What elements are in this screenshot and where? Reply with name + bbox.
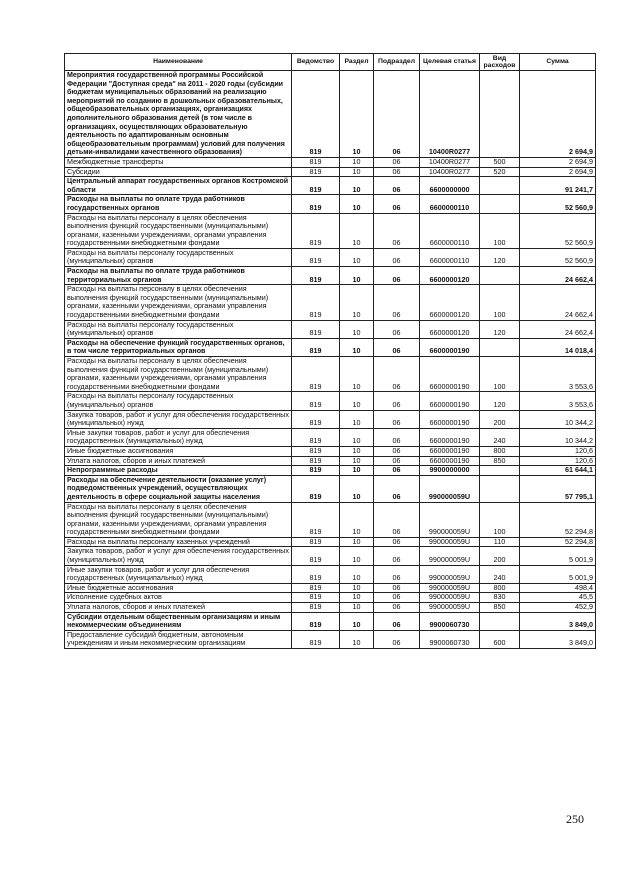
row-department: 819 [292,338,340,356]
row-section: 10 [340,71,374,158]
row-subsection: 06 [374,612,420,630]
row-subsection: 06 [374,446,420,456]
row-department: 819 [292,267,340,285]
row-subsection: 06 [374,167,420,177]
row-expense-type: 240 [480,565,520,583]
row-department: 819 [292,167,340,177]
row-target-article: 990000059U [420,583,480,593]
row-section: 10 [340,466,374,476]
row-name: Расходы на обеспечение деятельности (оказание услуг) подведомственных учреждений, осуществляющих деятельность в сфере социальной защиты населения [65,475,292,502]
row-section: 10 [340,428,374,446]
table-row [65,157,596,167]
row-target-article: 10400R0277 [420,167,480,177]
row-department: 819 [292,248,340,266]
row-department: 819 [292,357,340,392]
row-amount: 120,6 [520,446,596,456]
row-amount: 24 662,4 [520,267,596,285]
row-department: 819 [292,456,340,466]
row-department: 819 [292,466,340,476]
row-section: 10 [340,583,374,593]
row-target-article: 6600000190 [420,446,480,456]
table-row [65,410,596,428]
row-expense-type: 200 [480,547,520,565]
row-department: 819 [292,603,340,613]
row-expense-type [480,466,520,476]
row-target-article: 9900060730 [420,612,480,630]
row-amount: 52 294,8 [520,502,596,537]
row-target-article: 990000059U [420,593,480,603]
row-amount: 2 694,9 [520,71,596,158]
row-name: Расходы на выплаты персоналу государственных (муниципальных) органов [65,320,292,338]
row-target-article: 6600000190 [420,456,480,466]
row-amount: 498,4 [520,583,596,593]
row-subsection: 06 [374,195,420,213]
row-amount: 3 849,0 [520,630,596,648]
row-target-article: 6600000110 [420,248,480,266]
row-name: Расходы на выплаты персоналу в целях обеспечения выполнения функций государственными (муниципальными) органами, казенными учреждениями, органами управления государственными внебюджетными фондами [65,213,292,248]
row-subsection: 06 [374,502,420,537]
table-body [65,71,596,649]
page-number: 250 [566,812,584,826]
row-name: Закупка товаров, работ и услуг для обеспечения государственных (муниципальных) нужд [65,410,292,428]
row-department: 819 [292,410,340,428]
table-row [65,456,596,466]
row-name: Непрограммные расходы [65,466,292,476]
row-expense-type [480,612,520,630]
row-name: Уплата налогов, сборов и иных платежей [65,603,292,613]
table-row [65,502,596,537]
table-row [65,475,596,502]
row-subsection: 06 [374,410,420,428]
row-department: 819 [292,446,340,456]
table-row [65,392,596,410]
row-subsection: 06 [374,456,420,466]
row-section: 10 [340,392,374,410]
row-name: Расходы на выплаты персоналу в целях обеспечения выполнения функций государственными (муниципальными) органами, казенными учреждениями, органами управления государственными внебюджетными фондами [65,285,292,320]
row-amount: 120,6 [520,456,596,466]
row-section: 10 [340,248,374,266]
row-subsection: 06 [374,630,420,648]
table-row [65,547,596,565]
row-section: 10 [340,630,374,648]
row-section: 10 [340,320,374,338]
row-subsection: 06 [374,547,420,565]
row-section: 10 [340,456,374,466]
row-expense-type: 120 [480,392,520,410]
row-expense-type: 100 [480,357,520,392]
row-target-article: 10400R0277 [420,71,480,158]
row-subsection: 06 [374,71,420,158]
row-amount: 3 849,0 [520,612,596,630]
row-section: 10 [340,213,374,248]
row-department: 819 [292,537,340,547]
row-name: Межбюджетные трансферты [65,157,292,167]
row-expense-type: 200 [480,410,520,428]
row-name: Расходы на обеспечение функций государственных органов, в том числе территориальных органов [65,338,292,356]
row-section: 10 [340,502,374,537]
header-expense-type: Вид расходов [480,54,520,71]
table-row [65,213,596,248]
row-target-article: 6600000110 [420,195,480,213]
row-subsection: 06 [374,267,420,285]
row-subsection: 06 [374,603,420,613]
row-target-article: 9900000000 [420,466,480,476]
row-section: 10 [340,167,374,177]
row-target-article: 6600000190 [420,410,480,428]
table-row [65,195,596,213]
row-section: 10 [340,593,374,603]
row-name: Расходы на выплаты персоналу государственных (муниципальных) органов [65,392,292,410]
header-target-article: Целевая статья [420,54,480,71]
row-subsection: 06 [374,466,420,476]
row-expense-type: 520 [480,167,520,177]
row-department: 819 [292,565,340,583]
row-amount: 14 018,4 [520,338,596,356]
row-subsection: 06 [374,537,420,547]
row-target-article: 9900060730 [420,630,480,648]
row-target-article: 6600000120 [420,285,480,320]
table-row [65,320,596,338]
row-amount: 10 344,2 [520,428,596,446]
row-department: 819 [292,71,340,158]
row-department: 819 [292,583,340,593]
row-subsection: 06 [374,338,420,356]
table-row [65,71,596,158]
row-subsection: 06 [374,357,420,392]
row-amount: 24 662,4 [520,320,596,338]
row-department: 819 [292,392,340,410]
row-section: 10 [340,446,374,456]
row-department: 819 [292,502,340,537]
row-section: 10 [340,547,374,565]
table-row [65,583,596,593]
row-expense-type [480,177,520,195]
table-row [65,428,596,446]
row-expense-type [480,338,520,356]
row-name: Расходы на выплаты по оплате труда работников территориальных органов [65,267,292,285]
row-expense-type [480,195,520,213]
row-section: 10 [340,357,374,392]
row-amount: 5 001,9 [520,565,596,583]
table-row [65,466,596,476]
table-row [65,167,596,177]
row-expense-type: 110 [480,537,520,547]
row-amount: 91 241,7 [520,177,596,195]
row-name: Расходы на выплаты персоналу в целях обеспечения выполнения функций государственными (муниципальными) органами, казенными учреждениями, органами управления государственными внебюджетными фондами [65,502,292,537]
table-row [65,248,596,266]
table-row [65,446,596,456]
row-expense-type: 500 [480,157,520,167]
row-target-article: 990000059U [420,603,480,613]
row-expense-type: 100 [480,502,520,537]
row-section: 10 [340,267,374,285]
table-header-row [65,54,596,71]
row-subsection: 06 [374,177,420,195]
table-row [65,593,596,603]
row-expense-type: 800 [480,446,520,456]
row-amount: 61 644,1 [520,466,596,476]
row-expense-type: 830 [480,593,520,603]
row-amount: 52 560,9 [520,248,596,266]
row-amount: 3 553,6 [520,357,596,392]
row-expense-type: 850 [480,456,520,466]
row-expense-type: 240 [480,428,520,446]
table-row [65,338,596,356]
row-subsection: 06 [374,320,420,338]
row-target-article: 6600000190 [420,392,480,410]
header-department: Ведомство [292,54,340,71]
row-section: 10 [340,565,374,583]
row-expense-type: 600 [480,630,520,648]
header-amount: Сумма [520,54,596,71]
row-department: 819 [292,320,340,338]
row-section: 10 [340,195,374,213]
row-target-article: 10400R0277 [420,157,480,167]
row-name: Центральный аппарат государственных органов Костромской области [65,177,292,195]
row-amount: 3 553,6 [520,392,596,410]
row-expense-type [480,267,520,285]
row-department: 819 [292,285,340,320]
row-name: Иные бюджетные ассигнования [65,446,292,456]
row-amount: 5 001,9 [520,547,596,565]
row-section: 10 [340,475,374,502]
row-section: 10 [340,177,374,195]
row-section: 10 [340,603,374,613]
row-department: 819 [292,428,340,446]
table-row [65,537,596,547]
row-department: 819 [292,475,340,502]
row-target-article: 990000059U [420,502,480,537]
table-row [65,603,596,613]
row-name: Мероприятия государственной программы Российской Федерации "Доступная среда" на 2011 - 2020 годы (субсидии бюджетам муниципальных образований на реализацию мероприятий по созданию в дошкольных образовательных, общеобразовательных организациях, организациях дополнительного образования детей (в том числе в организациях, осуществляющих образовательную деятельность по адаптированным основным общеобразовательным программам) условий для получения детьми-инвалидами качественного образования) [65,71,292,158]
budget-table [64,53,596,649]
row-expense-type: 100 [480,213,520,248]
row-department: 819 [292,177,340,195]
row-subsection: 06 [374,248,420,266]
row-section: 10 [340,338,374,356]
row-name: Предоставление субсидий бюджетным, автономным учреждениям и иным некоммерческим организациям [65,630,292,648]
row-section: 10 [340,285,374,320]
table-row [65,612,596,630]
row-target-article: 6600000190 [420,428,480,446]
row-expense-type: 120 [480,320,520,338]
row-name: Расходы на выплаты персоналу государственных (муниципальных) органов [65,248,292,266]
row-department: 819 [292,157,340,167]
row-name: Субсидии [65,167,292,177]
row-subsection: 06 [374,213,420,248]
row-target-article: 990000059U [420,565,480,583]
table-row [65,630,596,648]
row-name: Иные закупки товаров, работ и услуг для обеспечения государственных (муниципальных) нужд [65,565,292,583]
row-subsection: 06 [374,285,420,320]
row-subsection: 06 [374,565,420,583]
row-subsection: 06 [374,583,420,593]
row-target-article: 990000059U [420,475,480,502]
row-section: 10 [340,410,374,428]
row-name: Закупка товаров, работ и услуг для обеспечения государственных (муниципальных) нужд [65,547,292,565]
header-subsection: Подраздел [374,54,420,71]
table-row [65,357,596,392]
row-expense-type [480,71,520,158]
row-department: 819 [292,593,340,603]
row-subsection: 06 [374,475,420,502]
row-amount: 52 560,9 [520,213,596,248]
row-amount: 2 694,9 [520,157,596,167]
table-row [65,285,596,320]
row-expense-type: 850 [480,603,520,613]
row-section: 10 [340,157,374,167]
row-amount: 52 294,8 [520,537,596,547]
row-amount: 2 694,9 [520,167,596,177]
row-expense-type: 100 [480,285,520,320]
row-target-article: 6600000190 [420,338,480,356]
row-department: 819 [292,630,340,648]
row-target-article: 6600000190 [420,357,480,392]
row-amount: 57 795,1 [520,475,596,502]
row-target-article: 6600000000 [420,177,480,195]
table-row [65,267,596,285]
row-name: Расходы на выплаты персоналу в целях обеспечения выполнения функций государственными (муниципальными) органами, казенными учреждениями, органами управления государственными внебюджетными фондами [65,357,292,392]
row-expense-type: 120 [480,248,520,266]
row-subsection: 06 [374,157,420,167]
row-name: Расходы на выплаты по оплате труда работников государственных органов [65,195,292,213]
row-amount: 52 560,9 [520,195,596,213]
header-section: Раздел [340,54,374,71]
row-amount: 10 344,2 [520,410,596,428]
row-amount: 452,9 [520,603,596,613]
row-expense-type [480,475,520,502]
table-row [65,177,596,195]
row-department: 819 [292,213,340,248]
row-subsection: 06 [374,428,420,446]
row-target-article: 6600000120 [420,320,480,338]
row-target-article: 990000059U [420,547,480,565]
table-row [65,565,596,583]
row-target-article: 6600000120 [420,267,480,285]
row-department: 819 [292,547,340,565]
row-section: 10 [340,612,374,630]
row-name: Иные бюджетные ассигнования [65,583,292,593]
row-department: 819 [292,612,340,630]
row-subsection: 06 [374,392,420,410]
row-amount: 24 662,4 [520,285,596,320]
row-subsection: 06 [374,593,420,603]
header-name: Наименование [65,54,292,71]
row-name: Субсидии отдельным общественным организациям и иным некоммерческим объединениям [65,612,292,630]
row-name: Исполнение судебных актов [65,593,292,603]
row-name: Расходы на выплаты персоналу казенных учреждений [65,537,292,547]
row-target-article: 990000059U [420,537,480,547]
row-amount: 45,5 [520,593,596,603]
row-section: 10 [340,537,374,547]
row-expense-type: 800 [480,583,520,593]
row-department: 819 [292,195,340,213]
row-target-article: 6600000110 [420,213,480,248]
row-name: Уплата налогов, сборов и иных платежей [65,456,292,466]
row-name: Иные закупки товаров, работ и услуг для обеспечения государственных (муниципальных) нужд [65,428,292,446]
